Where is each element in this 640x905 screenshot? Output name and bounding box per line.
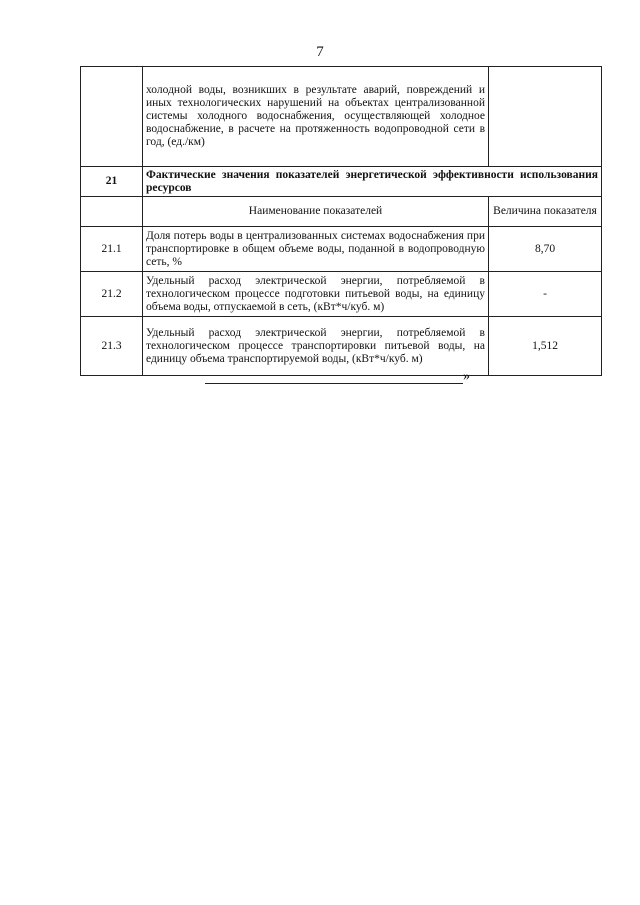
row-number: 21.2 (81, 272, 143, 317)
closing-quote-mark: » (463, 369, 470, 384)
continued-row (81, 67, 602, 167)
section-row (81, 167, 602, 197)
page-number: 7 (316, 44, 324, 60)
row-text: Доля потерь воды в централизованных системах водоснабжения при транспортировке в общем объеме воды, поданной в водопроводную сеть, % (143, 227, 489, 272)
section-title: Фактические значения показателей энергетической эффективности использования ресурсов (143, 167, 602, 197)
table-row (81, 272, 602, 317)
row-number: 21.3 (81, 317, 143, 376)
row-value: - (489, 272, 602, 317)
closing-line (205, 370, 463, 384)
header-row (81, 197, 602, 227)
header-empty-cell (81, 197, 143, 227)
continued-row-text: холодной воды, возникших в результате аварий, повреждений и иных технологических нарушений на объектах централизованной системы холодного водоснабжения, осуществляющей холодное водоснабжение, в расчете на протяженность водопроводной сети в год, (ед./км) (143, 67, 489, 167)
continued-row-value (489, 67, 602, 167)
table-row (81, 317, 602, 376)
indicators-table (80, 66, 602, 376)
row-value: 8,70 (489, 227, 602, 272)
continued-row-number (81, 67, 143, 167)
row-text: Удельный расход электрической энергии, потребляемой в технологическом процессе транспортировки питьевой воды, на единицу объема транспортируемой воды, (кВт*ч/куб. м) (143, 317, 489, 376)
table-row (81, 227, 602, 272)
header-name: Наименование показателей (143, 197, 489, 227)
row-number: 21.1 (81, 227, 143, 272)
section-number: 21 (81, 167, 143, 197)
row-value: 1,512 (489, 317, 602, 376)
row-text: Удельный расход электрической энергии, потребляемой в технологическом процессе подготовки питьевой воды, на единицу объема воды, отпускаемой в сеть, (кВт*ч/куб. м) (143, 272, 489, 317)
header-value: Величина показателя (489, 197, 602, 227)
